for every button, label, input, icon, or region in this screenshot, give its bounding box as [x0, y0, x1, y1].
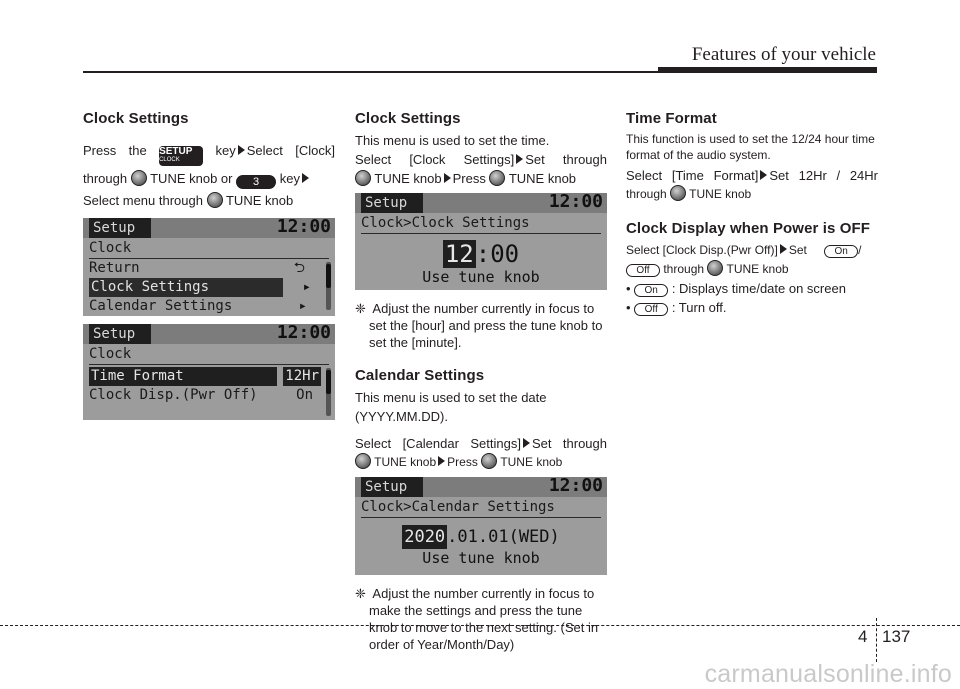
key-3-icon: 3 — [236, 175, 276, 189]
heading-time-format: Time Format — [626, 110, 717, 127]
bullet-off: • Off : Turn off. — [626, 300, 727, 315]
tune-knob-icon — [207, 192, 223, 208]
menu-item-clock-settings[interactable]: Clock Settings ▸ — [91, 279, 311, 295]
display-screen-clock-menu — [83, 218, 335, 316]
arrow-right-icon: ▸ — [298, 298, 307, 314]
time-format-step-line-1: Select [Time Format] Set 12Hr / 24Hr — [626, 168, 878, 183]
time-format-value: 12Hr — [285, 368, 319, 384]
header-rule-thick — [658, 67, 877, 73]
minute-value: :00 — [475, 240, 520, 268]
arrow-right-icon: ▸ — [302, 279, 311, 295]
screen-time: 12:00 — [548, 193, 603, 212]
on-key-icon: On — [634, 284, 668, 297]
bullet-on: • On : Displays time/date on screen — [626, 281, 846, 296]
scrollbar[interactable] — [326, 262, 331, 310]
scrollbar[interactable] — [326, 368, 331, 416]
menu-title-clock: Clock — [89, 240, 132, 256]
header-rule — [83, 71, 663, 73]
column-clock-settings-intro — [83, 110, 335, 420]
display-screen-set-date — [355, 477, 607, 575]
off-key-icon: Off — [634, 303, 668, 316]
menu-item-calendar-settings[interactable]: Calendar Settings ▸ — [89, 298, 307, 314]
calendar-settings-step-line-1: Select [Calendar Settings] Set through — [355, 436, 607, 451]
screen-path: Clock>Clock Settings — [361, 215, 530, 231]
screen-hint: Use tune knob — [422, 549, 540, 567]
clock-settings-step-line-2: TUNE knob Press TUNE knob — [355, 169, 607, 188]
instruction-line-3: Select menu through TUNE knob — [83, 193, 294, 208]
screen-time: 12:00 — [276, 324, 331, 343]
calendar-settings-description: This menu is used to set the date (YYYY.MM.DD). — [355, 390, 547, 424]
note-set-time: ❈ Adjust the number currently in focus to set the [hour] and press the tune knob to set the [minute]. — [355, 301, 603, 350]
calendar-settings-step-line-2: TUNE knob Press TUNE knob — [355, 453, 607, 472]
menu-item-return[interactable]: Return ⮌ — [89, 260, 305, 276]
tune-knob-icon — [489, 170, 505, 186]
tune-knob-icon — [355, 170, 371, 186]
screen-tab: Setup — [89, 324, 151, 344]
on-key-icon: On — [824, 245, 858, 258]
column-time-format — [626, 110, 878, 317]
arrow-right-icon — [444, 173, 451, 183]
display-screen-clock-options — [83, 324, 335, 420]
off-key-icon: Off — [626, 264, 660, 277]
year-value: 2020 — [404, 527, 446, 547]
display-screen-set-time — [355, 193, 607, 290]
clock-display-step-line-1: Select [Clock Disp.(Pwr Off)] Set On / — [626, 243, 862, 257]
clock-settings-step-line-1: Select [Clock Settings] Set through — [355, 152, 607, 167]
heading-clock-display-power-off: Clock Display when Power is OFF — [626, 220, 870, 237]
tune-knob-icon — [707, 260, 723, 276]
menu-title-clock: Clock — [89, 346, 132, 362]
arrow-right-icon — [516, 154, 523, 164]
screen-hint: Use tune knob — [422, 268, 540, 286]
arrow-right-icon — [523, 438, 530, 448]
arrow-right-icon — [302, 173, 309, 183]
footer-divider — [0, 625, 960, 626]
clock-display-value: On — [296, 387, 313, 403]
tune-knob-icon — [355, 453, 371, 469]
screen-time: 12:00 — [276, 218, 331, 237]
instruction-line-1: Press the SETUP CLOCK key Select [Clock] — [83, 141, 335, 166]
time-format-description: This function is used to set the 12/24 hour time format of the audio system. — [626, 132, 875, 162]
clock-display-step-line-2: Off through TUNE knob — [626, 260, 878, 279]
hour-value: 12 — [444, 240, 474, 268]
return-icon: ⮌ — [293, 260, 305, 276]
screen-tab: Setup — [361, 193, 423, 213]
arrow-right-icon — [438, 456, 445, 466]
arrow-right-icon — [760, 170, 767, 180]
screen-tab: Setup — [361, 477, 423, 497]
chapter-number: 4 — [858, 627, 868, 646]
watermark: carmanualsonline.info — [704, 660, 952, 688]
month-day-value: .01.01(WED) — [447, 527, 560, 547]
heading-clock-settings: Clock Settings — [83, 110, 189, 127]
heading-calendar-settings: Calendar Settings — [355, 367, 485, 384]
heading-clock-settings: Clock Settings — [355, 110, 461, 127]
screen-path: Clock>Calendar Settings — [361, 499, 555, 515]
tune-knob-icon — [131, 170, 147, 186]
menu-item-clock-display[interactable]: Clock Disp.(Pwr Off) On — [89, 387, 313, 403]
footer-page-separator — [876, 618, 877, 662]
time-value[interactable] — [355, 240, 607, 268]
time-format-step-line-2: through TUNE knob — [626, 187, 752, 201]
instruction-line-2: through TUNE knob or 3 key — [83, 169, 335, 189]
screen-tab: Setup — [89, 218, 151, 238]
note-set-date: ❈ Adjust the number currently in focus to make the settings and press the tune knob to move to the next setting. (Set in order of Year/Month/Day) — [355, 586, 599, 652]
screen-time: 12:00 — [548, 477, 603, 496]
section-title: Features of your vehicle — [691, 44, 876, 65]
tune-knob-icon — [481, 453, 497, 469]
setup-clock-key-icon: SETUP CLOCK — [159, 146, 203, 166]
clock-settings-description: This menu is used to set the time. — [355, 133, 550, 148]
arrow-right-icon — [238, 145, 245, 155]
page-number: 137 — [882, 627, 911, 646]
date-value[interactable] — [355, 525, 607, 549]
arrow-right-icon — [780, 244, 787, 254]
tune-knob-icon — [670, 185, 686, 201]
column-clock-calendar-settings — [355, 110, 607, 653]
menu-item-time-format[interactable]: Time Format 12Hr — [91, 368, 319, 384]
